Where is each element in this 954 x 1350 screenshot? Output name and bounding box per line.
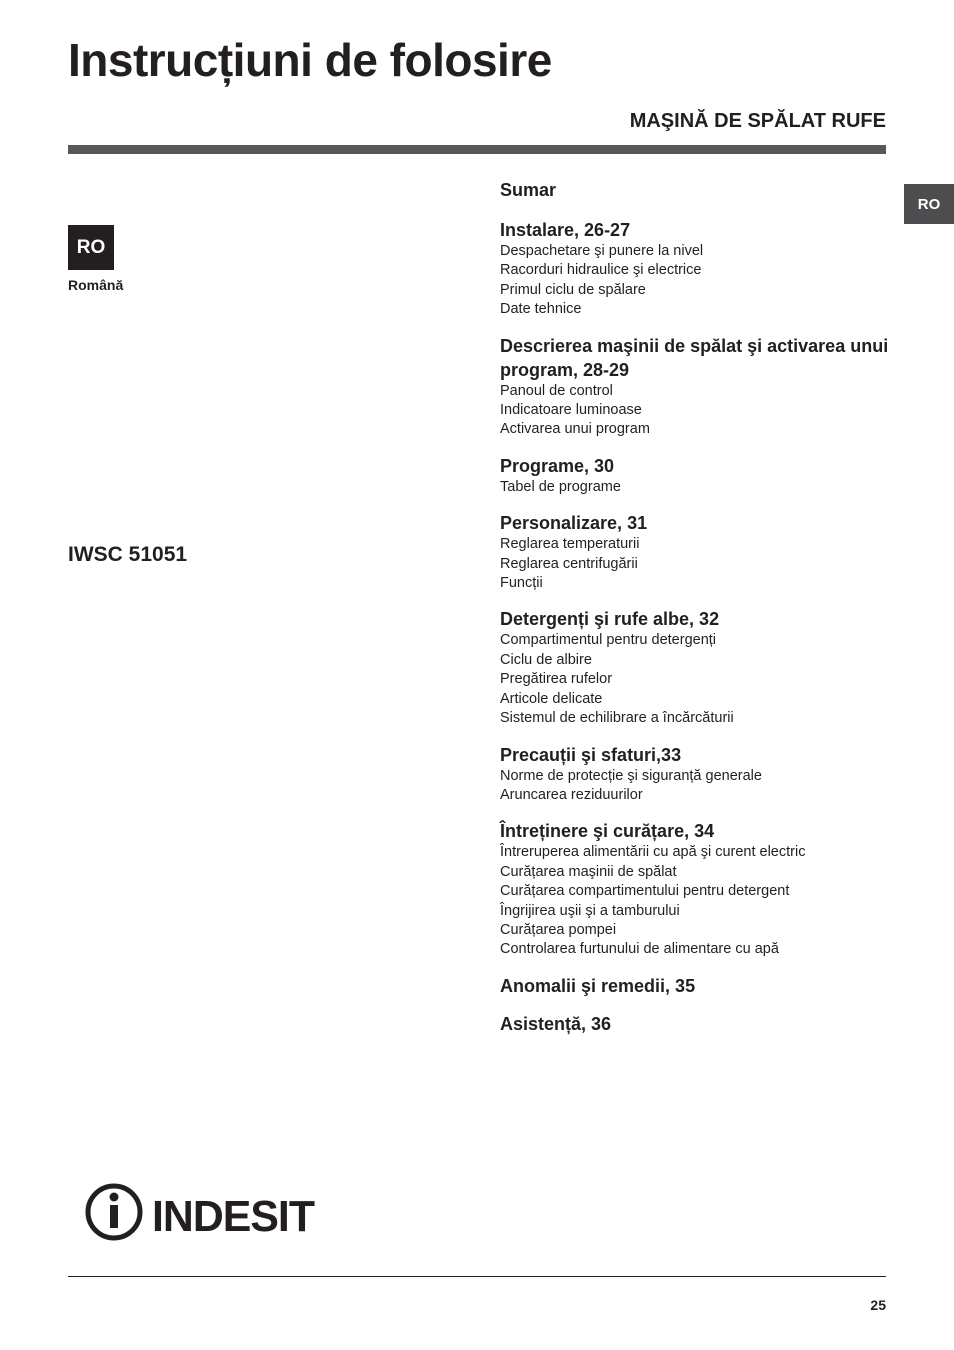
header-divider (68, 145, 886, 154)
toc-section-heading: Detergenți şi rufe albe, 32 (500, 609, 720, 630)
product-type-subtitle: MAŞINĂ DE SPĂLAT RUFE (629, 110, 886, 132)
toc-item: Articole delicate (500, 690, 603, 707)
toc-item: Tabel de programe (500, 478, 621, 495)
toc-item: Norme de protecție şi siguranță generale (500, 767, 762, 784)
model-number: IWSC 51051 (68, 543, 188, 566)
toc-section-heading: Întreținere şi curățare, 34 (500, 821, 715, 842)
toc-item: Activarea unui program (500, 421, 650, 438)
toc-item: Curățarea pompei (500, 921, 617, 938)
toc-item: Date tehnice (500, 301, 582, 318)
indesit-logo-icon (84, 1180, 316, 1244)
toc-section (500, 334, 890, 440)
toc-item: Sistemul de echilibrare a încărcăturii (500, 710, 734, 727)
toc-section (500, 218, 890, 320)
toc-item: Aruncarea reziduurilor (500, 786, 643, 803)
footer-divider (68, 1276, 886, 1277)
toc-section-heading: Precauții şi sfaturi,33 (500, 744, 682, 765)
toc-sections (500, 218, 890, 1036)
toc-item: Racorduri hidraulice şi electrice (500, 262, 702, 279)
toc-item: Primul ciclu de spălare (500, 281, 646, 298)
page-title: Instrucțiuni de folosire (68, 34, 552, 86)
toc-item: Curățarea maşinii de spălat (500, 863, 677, 880)
toc-section-heading: Asistență, 36 (500, 1013, 612, 1034)
toc-section-heading: Anomalii şi remedii, 35 (500, 975, 696, 996)
logo-wordmark: INDESIT (152, 1192, 316, 1241)
toc-section (500, 974, 890, 998)
language-name: Română (68, 277, 124, 293)
toc-item: Ciclu de albire (500, 651, 592, 668)
toc-item: Pregătirea rufelor (500, 671, 613, 688)
toc-item: Curățarea compartimentului pentru detergent (500, 883, 790, 900)
toc-item: Reglarea temperaturii (500, 536, 640, 553)
toc-item: Compartimentul pentru detergenți (500, 632, 717, 649)
toc-section (500, 819, 890, 959)
language-side-tab: RO (904, 184, 954, 224)
toc-item: Reglarea centrifugării (500, 555, 638, 572)
table-of-contents (500, 179, 890, 1050)
toc-section (500, 511, 890, 593)
language-badge: RO (68, 225, 114, 270)
toc-item: Întreruperea alimentării cu apă şi curent electric (500, 844, 806, 861)
indesit-logo (84, 1180, 316, 1244)
toc-section-heading: Descrierea maşinii de spălat şi activarea unui program, 28-29 (500, 335, 889, 380)
toc-item: Indicatoare luminoase (500, 402, 642, 419)
toc-section-heading: Personalizare, 31 (500, 513, 648, 534)
toc-section (500, 454, 890, 497)
toc-section-heading: Instalare, 26-27 (500, 220, 631, 240)
toc-item: Panoul de control (500, 382, 613, 399)
toc-section (500, 743, 890, 806)
toc-section-heading: Programe, 30 (500, 455, 615, 476)
toc-item: Despachetare şi punere la nivel (500, 243, 704, 259)
page-number: 25 (870, 1297, 886, 1313)
toc-title: Sumar (500, 180, 557, 200)
toc-item: Controlarea furtunului de alimentare cu apă (500, 941, 779, 958)
toc-item: Îngrijirea uşii şi a tamburului (500, 902, 680, 919)
toc-item: Funcții (500, 575, 543, 592)
toc-section (500, 1012, 890, 1036)
toc-section (500, 607, 890, 728)
